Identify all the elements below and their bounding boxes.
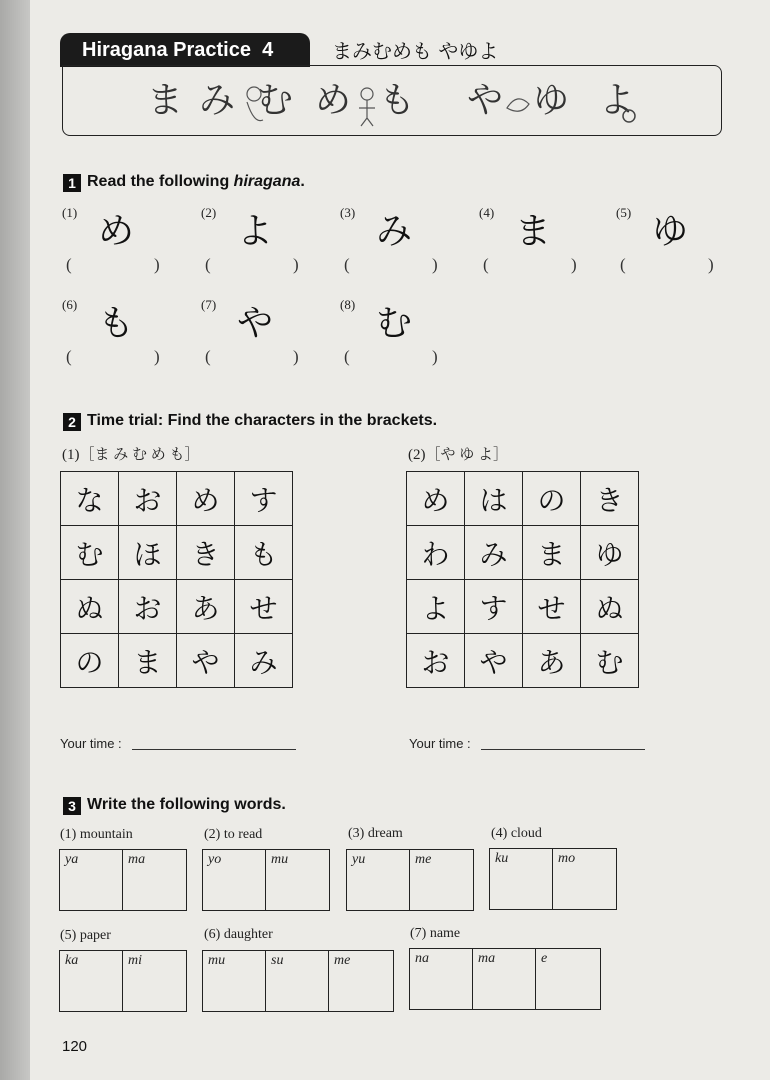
kana-grid-1 (60, 471, 293, 688)
grid-cell[interactable]: き (177, 526, 235, 580)
section1-heading (63, 173, 305, 192)
illustration-glyph: め (315, 80, 352, 121)
syllable-hint: ka (65, 953, 79, 968)
word-label: (6) daughter (204, 927, 273, 942)
grid-cell[interactable]: ほ (119, 526, 177, 580)
section2-number: 2 (63, 413, 81, 431)
grid-cell[interactable]: あ (177, 580, 235, 634)
grid-cell[interactable]: み (465, 526, 523, 580)
grid-row (61, 472, 293, 526)
section2-title: Time trial: Find the characters in the brackets. (87, 412, 438, 429)
grid-cell[interactable]: せ (235, 580, 293, 634)
item-number: (8) (340, 297, 356, 312)
item-number: (7) (201, 297, 217, 312)
section1-title-em: hiragana (233, 173, 301, 190)
grid-row (407, 526, 639, 580)
word-boxes[interactable] (202, 849, 330, 911)
syllable-hint: ma (128, 852, 146, 867)
grid-cell[interactable]: あ (523, 634, 581, 688)
item-kana: よ (237, 211, 274, 252)
grid-row (61, 526, 293, 580)
syllable-hint: ma (478, 951, 496, 966)
syllable-hint: su (271, 953, 284, 968)
illustration-glyph: む (257, 80, 294, 121)
write-cell[interactable] (410, 949, 473, 1009)
illustration-glyph: も (379, 80, 416, 121)
grid-cell[interactable]: お (119, 472, 177, 526)
answer-brackets: ( ) (620, 255, 714, 274)
title-number: 4 (262, 39, 274, 61)
item-number: (2) (201, 205, 217, 220)
syllable-hint: me (415, 852, 432, 867)
grid-cell[interactable]: わ (407, 526, 465, 580)
syllable-hint: mu (208, 953, 226, 968)
write-cell[interactable] (123, 850, 186, 910)
section1-title-post: . (300, 173, 305, 190)
bird-drawing-icon (503, 86, 533, 126)
item-kana: ゆ (652, 211, 689, 252)
word-boxes[interactable] (346, 849, 474, 911)
item-kana: め (98, 211, 135, 252)
word-label: (2) to read (204, 827, 263, 842)
write-cell[interactable] (536, 949, 599, 1009)
grid-cell[interactable]: ぬ (61, 580, 119, 634)
section3-title: Write the following words. (87, 796, 286, 813)
grid-cell[interactable]: み (235, 634, 293, 688)
your-time-line-1[interactable] (132, 749, 296, 750)
write-cell[interactable] (123, 951, 186, 1011)
item-kana: ま (515, 211, 552, 252)
grid-cell[interactable]: も (235, 526, 293, 580)
grid-row (407, 580, 639, 634)
grid-cell[interactable]: き (581, 472, 639, 526)
word-label: (5) paper (60, 928, 111, 943)
kana-grid-2 (406, 471, 639, 688)
syllable-hint: mi (128, 953, 142, 968)
grid2-label: (2)［や ゆ よ］ (408, 447, 508, 463)
illustration-glyph: や (467, 80, 504, 121)
write-cell[interactable] (60, 951, 123, 1011)
word-boxes[interactable] (409, 948, 601, 1010)
syllable-hint: ku (495, 851, 509, 866)
title-kana: まみむめも やゆよ (332, 39, 499, 63)
grid-cell[interactable]: ま (119, 634, 177, 688)
grid-cell[interactable]: な (61, 472, 119, 526)
section1-title-pre: Read the following (87, 173, 234, 190)
grid1-label: (1)［ま み む め も］ (62, 447, 200, 463)
section3-heading (63, 796, 286, 815)
answer-brackets: ( ) (205, 347, 299, 366)
word-boxes[interactable] (202, 950, 394, 1012)
grid-cell[interactable]: や (177, 634, 235, 688)
grid-cell[interactable]: め (407, 472, 465, 526)
word-label: (4) cloud (491, 826, 542, 841)
illustration-glyph: ゆ (533, 80, 570, 121)
item-kana: み (376, 211, 413, 252)
grid-cell[interactable]: よ (407, 580, 465, 634)
your-time-label-2: Your time : (409, 736, 471, 751)
word-label: (7) name (410, 926, 461, 941)
write-cell[interactable] (490, 849, 553, 909)
syllable-hint: mu (271, 852, 289, 867)
write-cell[interactable] (203, 951, 266, 1011)
item-number: (1) (62, 205, 78, 220)
write-cell[interactable] (473, 949, 536, 1009)
syllable-hint: yo (208, 852, 222, 867)
grid-cell[interactable]: す (235, 472, 293, 526)
illustration-glyph: ま (147, 80, 184, 121)
grid-cell[interactable]: む (61, 526, 119, 580)
page-title (60, 33, 310, 67)
illustration-banner (62, 65, 722, 136)
grid-cell[interactable]: の (61, 634, 119, 688)
write-cell[interactable] (347, 850, 410, 910)
your-time-label-1: Your time : (60, 736, 122, 751)
write-cell[interactable] (266, 850, 329, 910)
word-boxes[interactable] (59, 849, 187, 911)
grid-cell[interactable]: ぬ (581, 580, 639, 634)
grid-row (61, 580, 293, 634)
illustration-glyph: よ (599, 80, 636, 121)
write-cell[interactable] (266, 951, 329, 1011)
grid-cell[interactable]: ま (523, 526, 581, 580)
yoyo-drawing-icon (619, 106, 639, 126)
word-boxes[interactable] (59, 950, 187, 1012)
word-label: (1) mountain (60, 827, 133, 842)
word-label: (3) dream (348, 826, 403, 841)
item-number: (5) (616, 205, 632, 220)
write-cell[interactable] (60, 850, 123, 910)
syllable-hint: me (334, 953, 351, 968)
item-kana: む (376, 303, 413, 344)
grid-cell[interactable]: せ (523, 580, 581, 634)
grid-cell[interactable]: お (119, 580, 177, 634)
item-kana: も (98, 303, 135, 344)
cat-drawing-icon (239, 80, 269, 126)
answer-brackets: ( ) (205, 255, 299, 274)
item-kana: や (237, 303, 274, 344)
grid-row (407, 472, 639, 526)
person-drawing-icon (353, 84, 383, 128)
answer-brackets: ( ) (344, 347, 438, 366)
grid-cell[interactable]: や (465, 634, 523, 688)
answer-brackets: ( ) (344, 255, 438, 274)
section3-number: 3 (63, 797, 81, 815)
syllable-hint: yu (352, 852, 366, 867)
write-cell[interactable] (203, 850, 266, 910)
write-cell[interactable] (553, 849, 616, 909)
item-number: (6) (62, 297, 78, 312)
your-time-line-2[interactable] (481, 749, 645, 750)
book-spine (0, 0, 30, 1080)
word-boxes[interactable] (489, 848, 617, 910)
grid-cell[interactable]: め (177, 472, 235, 526)
syllable-hint: e (541, 951, 548, 966)
item-number: (3) (340, 205, 356, 220)
section2-heading (63, 412, 437, 431)
grid-cell[interactable]: は (465, 472, 523, 526)
write-cell[interactable] (410, 850, 473, 910)
page-number: 120 (62, 1038, 88, 1055)
title-text: Hiragana Practice (82, 39, 251, 61)
item-number: (4) (479, 205, 495, 220)
syllable-hint: mo (558, 851, 576, 866)
section1-number: 1 (63, 174, 81, 192)
grid-cell[interactable]: す (465, 580, 523, 634)
syllable-hint: ya (65, 852, 79, 867)
grid-cell[interactable]: む (581, 634, 639, 688)
answer-brackets: ( ) (66, 255, 160, 274)
grid-cell[interactable]: ゆ (581, 526, 639, 580)
grid-cell[interactable]: お (407, 634, 465, 688)
grid-cell[interactable]: の (523, 472, 581, 526)
syllable-hint: na (415, 951, 429, 966)
grid-row (407, 634, 639, 688)
illustration-glyph: み (199, 80, 236, 121)
grid-row (61, 634, 293, 688)
answer-brackets: ( ) (483, 255, 577, 274)
write-cell[interactable] (329, 951, 392, 1011)
answer-brackets: ( ) (66, 347, 160, 366)
